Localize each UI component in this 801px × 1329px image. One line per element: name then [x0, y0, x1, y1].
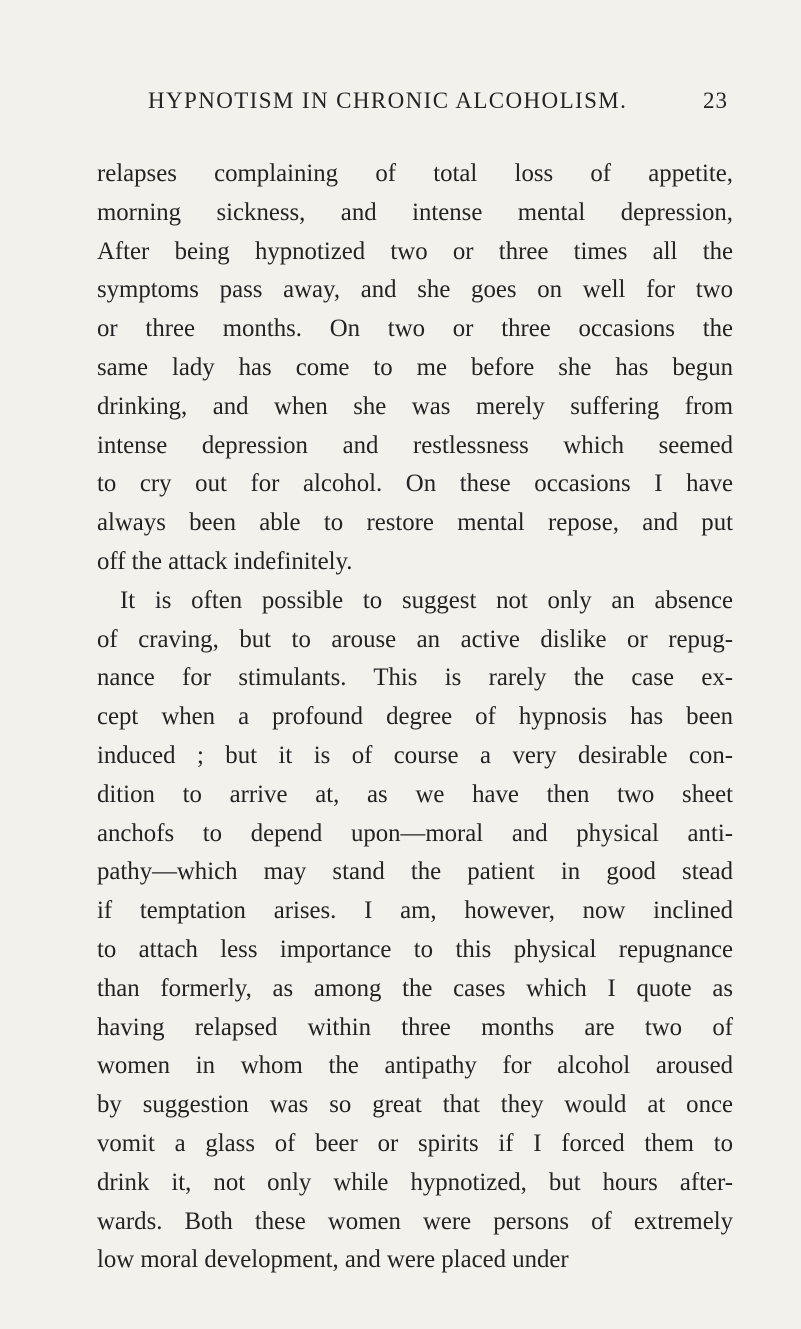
text-line: always been able to restore mental repose, and put [97, 509, 733, 537]
text-line: dition to arrive at, as we have then two sheet [97, 780, 733, 808]
text-line: women in whom the antipathy for alcohol aroused [97, 1052, 733, 1080]
text-line: cept when a profound degree of hypnosis has been [97, 703, 733, 731]
text-line: relapses complaining of total loss of appetite, [97, 160, 733, 187]
text-line: having relapsed within three months are two of [97, 1013, 733, 1041]
text-line: intense depression and restlessness which seemed [97, 431, 733, 459]
text-line: induced ; but it is of course a very desirable con- [97, 741, 733, 769]
text-line: nance for stimulants. This is rarely the case ex- [97, 664, 733, 692]
text-line: than formerly, as among the cases which I quote as [97, 974, 733, 1002]
running-head [148, 88, 728, 124]
text-line: or three months. On two or three occasions the [97, 315, 733, 343]
text-line: pathy—which may stand the patient in good stead [97, 858, 733, 886]
text-line: low moral development, and were placed under [97, 1246, 569, 1274]
text-line: drink it, not only while hypnotized, but hours after- [97, 1168, 733, 1196]
text-line: by suggestion was so great that they would at once [97, 1091, 733, 1119]
running-title: HYPNOTISM IN CHRONIC ALCOHOLISM. [148, 88, 628, 113]
text-line: symptoms pass away, and she goes on well for two [97, 276, 733, 304]
page-number: 23 [703, 88, 728, 113]
text-line: same lady has come to me before she has begun [97, 353, 733, 381]
text-line: to cry out for alcohol. On these occasions I have [97, 470, 733, 498]
body-text [97, 155, 733, 1280]
text-line: anchofs to depend upon—moral and physical anti- [97, 819, 733, 847]
text-line: wards. Both these women were persons of extremely [97, 1207, 733, 1235]
text-line: After being hypnotized two or three times all the [97, 237, 733, 265]
paragraph-start-line: It is often possible to suggest not only an absence [120, 586, 733, 614]
text-line: drinking, and when she was merely suffering from [97, 392, 733, 420]
text-line: morning sickness, and intense mental depression, [97, 198, 733, 226]
paragraph-end-line: off the attack indefinitely. [97, 547, 353, 575]
text-line: of craving, but to arouse an active dislike or repug- [97, 625, 733, 653]
text-line: if temptation arises. I am, however, now inclined [97, 897, 733, 925]
text-line: vomit a glass of beer or spirits if I forced them to [97, 1129, 733, 1157]
text-line: to attach less importance to this physical repugnance [97, 935, 733, 963]
